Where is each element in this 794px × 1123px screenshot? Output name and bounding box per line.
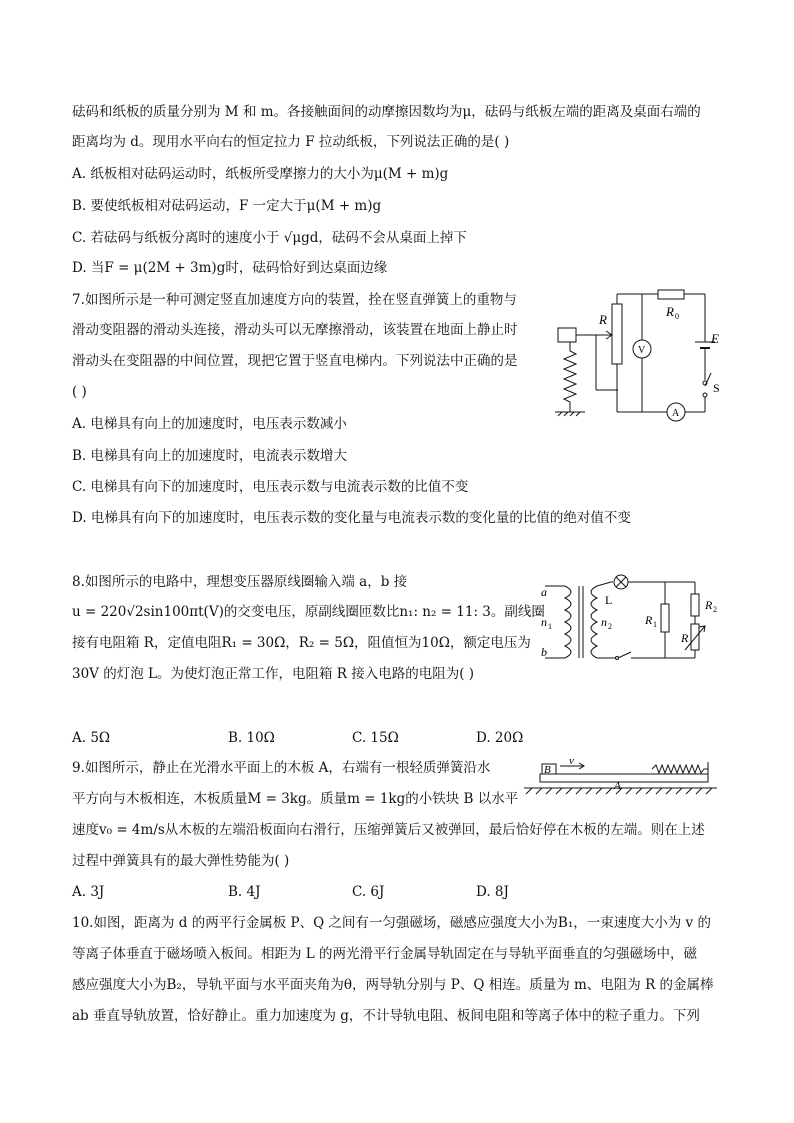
- q7-ammeter-label: A: [672, 408, 680, 419]
- q6-option-c: C. 若砝码与纸板分离时的速度小于 √μgd，砝码不会从桌面上掉下: [72, 230, 467, 246]
- q8-transformer-figure: [535, 572, 735, 672]
- q8-label-l: L: [605, 593, 613, 607]
- q9-line-4: 过程中弹簧具有的最大弹性势能为( ): [72, 853, 290, 869]
- q7-option-d: D. 电梯具有向下的加速度时，电压表示数的变化量与电流表示数的变化量的比值的绝对值不变: [72, 510, 631, 526]
- q10-line-2: 等离子体垂直于磁场喷入板间。相距为 L 的两光滑平行金属导轨固定在与导轨平面垂直的匀强磁场中，磁: [72, 946, 698, 962]
- q7-line-4: ( ): [72, 384, 87, 400]
- q8-line-3: 接有电阻箱 R，定值电阻R₁ = 30Ω，R₂ = 5Ω，阻值恒为10Ω，额定电压为: [72, 635, 531, 651]
- q8-option-d: D. 20Ω: [476, 730, 524, 746]
- q7-option-c: C. 电梯具有向下的加速度时，电压表示数与电流表示数的比值不变: [72, 479, 469, 495]
- q7-label-r0: R: [666, 304, 674, 319]
- q7-option-a: A. 电梯具有向上的加速度时，电压表示数减小: [72, 416, 347, 432]
- q8-line-2: u = 220√2sin100πt(V)的交变电压，原副线圈匝数比n₁: n₂ = 11: 3。副线圈: [72, 604, 545, 620]
- q8-label-r2-sub: 2: [713, 605, 717, 614]
- q9-label-v: v: [569, 756, 574, 767]
- q9-option-a: A. 3J: [72, 884, 105, 900]
- q9-option-d: D. 8J: [476, 884, 509, 900]
- q10-line-4: ab 垂直导轨放置，恰好静止。重力加速度为 g，不计导轨电阻、板间电阻和等离子体中的粒子重力。下列: [72, 1008, 700, 1024]
- q9-line-3: 速度v₀ = 4m/s从木板的左端沿板面向右滑行，压缩弹簧后又被弹回，最后恰好停在木板的左端。则在上述: [72, 822, 705, 838]
- q10-line-1: 10.如图，距离为 d 的两平行金属板 P、Q 之间有一匀强磁场，磁感应强度大小为B₁，一束速度大小为 v 的: [72, 915, 711, 931]
- q7-label-r0-sub: 0: [675, 312, 679, 321]
- q8-label-n2-sub: 2: [608, 622, 612, 631]
- q8-label-r: R: [681, 631, 689, 645]
- q7-voltmeter-label: V: [638, 345, 646, 356]
- q8-label-n2: n: [601, 615, 607, 629]
- q8-label-n1-sub: 1: [548, 622, 552, 631]
- q8-label-r1-sub: 1: [653, 620, 657, 629]
- q6-option-a: A. 纸板相对砝码运动时，纸板所受摩擦力的大小为μ(M + m)g: [72, 166, 449, 182]
- q6-line-2: 距离均为 d。现用水平向右的恒定拉力 F 拉动纸板，下列说法正确的是( ): [72, 134, 510, 150]
- q8-option-b: B. 10Ω: [228, 730, 275, 746]
- q9-option-c: C. 6J: [352, 884, 385, 900]
- q8-label-b: b: [541, 645, 547, 659]
- q9-spring-board-figure: [522, 756, 722, 798]
- q9-label-a: A: [614, 780, 621, 792]
- q6-option-b: B. 要使纸板相对砝码运动，F 一定大于μ(M + m)g: [72, 198, 382, 214]
- q8-label-n1: n: [541, 615, 547, 629]
- q7-label-r: R: [599, 312, 607, 327]
- q8-line-4: 30V 的灯泡 L。为使灯泡正常工作，电阻箱 R 接入电路的电阻为( ): [72, 666, 475, 682]
- q9-option-b: B. 4J: [228, 884, 261, 900]
- q6-option-d: D. 当F = μ(2M + 3m)g时，砝码恰好到达桌面边缘: [72, 260, 388, 276]
- q7-label-e: E: [711, 331, 719, 346]
- q6-line-1: 砝码和纸板的质量分别为 M 和 m。各接触面间的动摩擦因数均为μ，砝码与纸板左端的距离及桌面右端的: [72, 104, 701, 120]
- q9-line-1: 9.如图所示，静止在光滑水平面上的木板 A，右端有一根轻质弹簧沿水: [72, 760, 491, 776]
- q7-option-b: B. 电梯具有向上的加速度时，电流表示数增大: [72, 448, 348, 464]
- q8-option-a: A. 5Ω: [72, 730, 111, 746]
- q9-label-b: B: [544, 764, 551, 776]
- q10-line-3: 感应强度大小为B₂，导轨平面与水平面夹角为θ，两导轨分别与 P、Q 相连。质量为 m、电阻为 R 的金属棒: [72, 977, 714, 993]
- q8-label-a: a: [541, 585, 547, 599]
- q7-line-1: 7.如图所示是一种可测定竖直加速度方向的装置，拴在竖直弹簧上的重物与: [72, 292, 517, 308]
- q8-label-r1: R: [645, 613, 653, 627]
- q7-line-3: 滑动头在变阻器的中间位置，现把它置于竖直电梯内。下列说法中正确的是: [72, 353, 518, 369]
- q7-label-s: S: [713, 381, 720, 395]
- q7-line-2: 滑动变阻器的滑动头连接，滑动头可以无摩擦滑动，该装置在地面上静止时: [72, 322, 518, 338]
- q8-option-c: C. 15Ω: [352, 730, 399, 746]
- q7-circuit-figure: [540, 282, 740, 432]
- q8-line-1: 8.如图所示的电路中，理想变压器原线圈输入端 a，b 接: [72, 574, 408, 590]
- q8-label-r2: R: [705, 598, 713, 612]
- q9-line-2: 平方向与木板相连，木板质量M = 3kg。质量m = 1kg的小铁块 B 以水平: [72, 791, 519, 807]
